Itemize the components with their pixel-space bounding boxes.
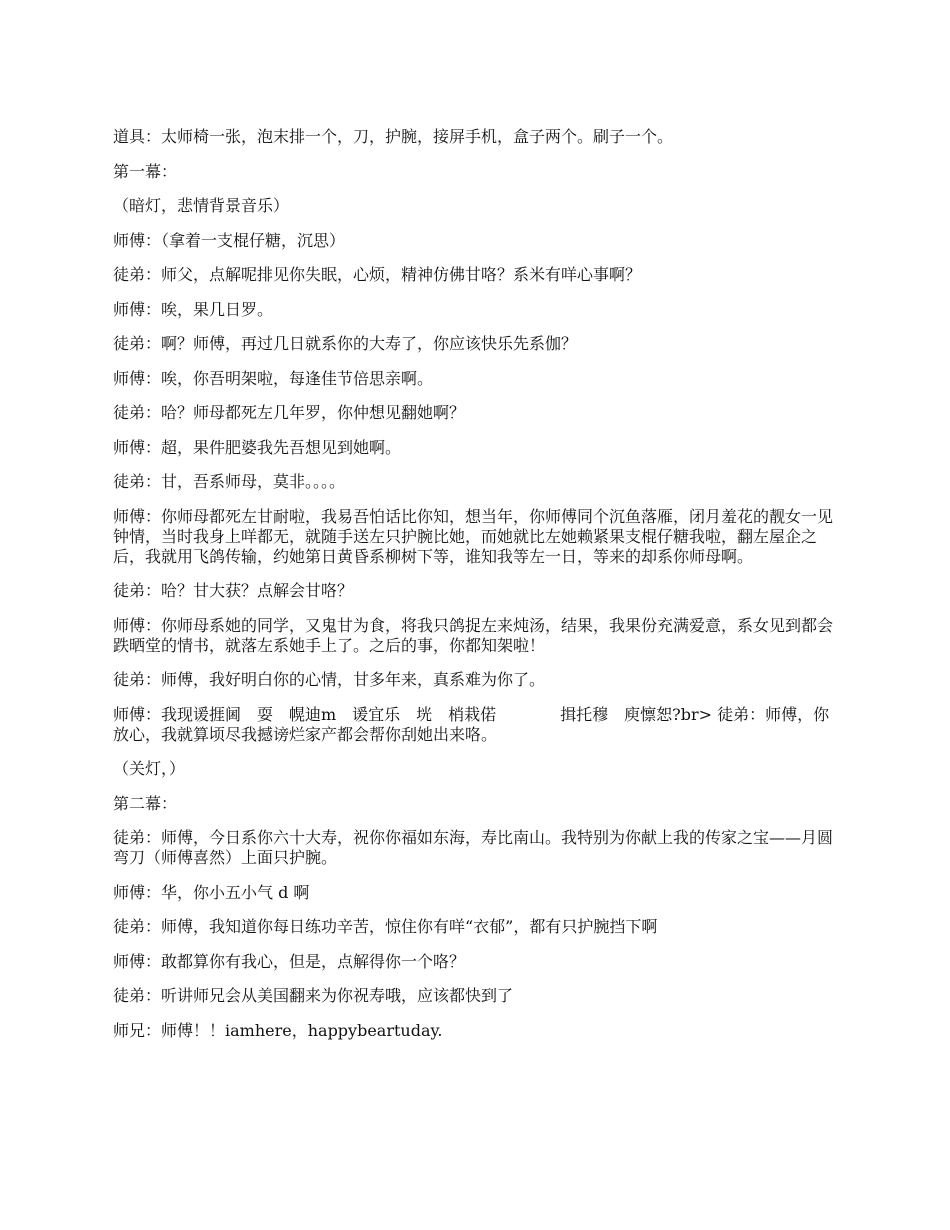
dialogue-line: 徒弟：师父，点解呢排见你失眠，心烦，精神仿佛甘咯？系米有咩心事啊？: [113, 265, 642, 284]
dialogue-line: 师傅：超，果件肥婆我先吾想见到她啊。: [113, 437, 402, 457]
dialogue-line: 徒弟：听讲师兄会从美国翻来为你祝寿哦，应该都快到了: [113, 986, 514, 1005]
act-two-heading: 第二幕：: [113, 793, 178, 813]
dialogue-line: 徒弟：甘，吾系师母，莫非。。。。: [113, 472, 346, 491]
dialogue-line: 徒弟：哈？师母都死左几年罗，你仲想见翻她啊？: [113, 403, 466, 422]
dialogue-line: 师傅：你师母系她的同学，又鬼甘为食，将我只鸽捉左来炖汤，结果，我果份充满爱意，系女见到都会跌晒堂的情书，就落左系她手上了。之后的事，你都知架啦！: [113, 615, 834, 655]
dialogue-line: 师傅：敢都算你有我心，但是，点解得你一个咯？: [113, 951, 466, 971]
dialogue-line: 师兄：师傅！！iamhere，happybeartuday.: [113, 1020, 443, 1040]
dialogue-line: 师傅：我现谖捱阃 耍 幌迪m 谖宜乐 垙 梢栽偌 揖托穆 庾懔恕?br> 徒弟：师傅，你放心，我就算顷尽我撼谤烂家产都会帮你刮她出来咯。: [113, 704, 830, 744]
dialogue-line: 徒弟：师傅，我知道你每日练功辛苦，惊住你有咩“衣郁”，都有只护腕挡下啊: [113, 917, 658, 936]
dialogue-line: 师傅：唉，你吾明架啦，每逢佳节倍思亲啊。: [113, 368, 434, 388]
dialogue-line: 徒弟：师傅，今日系你六十大寿，祝你你福如东海，寿比南山。我特别为你献上我的传家之宝——月圆弯刀（师傅喜然）上面只护腕。: [113, 828, 834, 867]
stage-direction: （关灯，）: [113, 759, 186, 778]
props-line: 道具：太师椅一张，泡末排一个，刀，护腕，接屏手机，盒子两个。刷子一个。: [113, 127, 674, 146]
dialogue-line: 徒弟：师傅，我好明白你的心情，甘多年来，真系难为你了。: [113, 670, 546, 689]
act-one-heading: 第一幕：: [113, 161, 178, 181]
dialogue-line: 师傅：（拿着一支棍仔糖，沉思）: [113, 230, 346, 250]
dialogue-line: 师傅：华，你小五小气 d 啊: [113, 882, 310, 902]
dialogue-line: 师傅：你师母都死左甘耐啦，我易吾怕话比你知，想当年，你师傅同个沉鱼落雁，闭月羞花的靓女一见钟情，当时我身上咩都无，就随手送左只护腕比她，而她就比左她赖紧果支棍仔糖我啦，翻左屋企之后，我就用飞鸽传输，约她第日黄昏系柳树下等，谁知我等左一日，等来的却系你师母啊。: [113, 506, 834, 566]
dialogue-line: 徒弟：哈？甘大获？点解会甘咯？: [113, 581, 354, 600]
dialogue-line: 师傅：唉，果几日罗。: [113, 299, 274, 319]
document-body: [113, 127, 843, 1055]
stage-direction: （暗灯，悲情背景音乐）: [113, 196, 290, 215]
dialogue-line: 徒弟：啊？师傅，再过几日就系你的大寿了，你应该快乐先系伽？: [113, 334, 578, 353]
